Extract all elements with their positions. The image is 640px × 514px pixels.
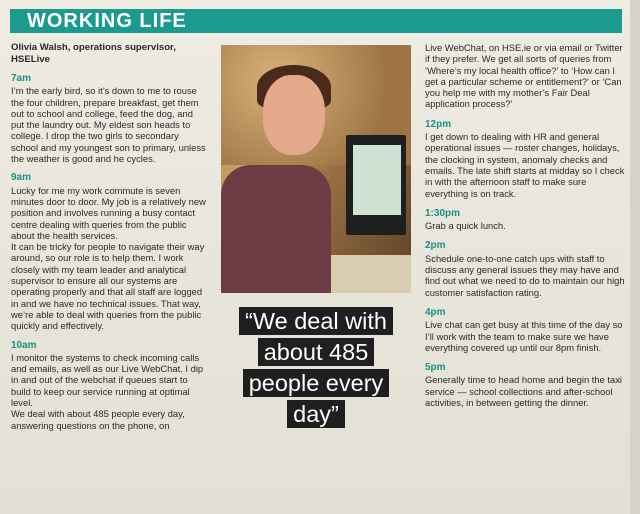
portrait-photo xyxy=(221,45,411,293)
section-banner xyxy=(10,9,622,33)
paragraph: Lucky for me my work commute is seven minutes door to door. My job is a relatively new position and involves running a busy contact centre dealing with queries from the public about the health services. xyxy=(11,184,206,241)
paragraph: I get down to dealing with HR and general operational issues — roster changes, holidays, the clocking in system, anomaly checks and emails. The late shift starts at midday so I check in with the afternoon staff to make sure everything is on track. xyxy=(425,131,625,199)
time-heading: 12pm xyxy=(425,118,452,130)
time-heading: 1:30pm xyxy=(425,207,461,219)
paragraph: Live WebChat, on HSE.ie or via email or Twitter if they prefer. We get all sorts of queries from ‘Where’s my local health office?’ to ‘How can I get a particular scheme or entitlement?’ or ‘Can you help me with my mother’s Fair Deal application process?’ xyxy=(425,42,623,110)
paragraph: It can be tricky for people to navigate their way around, so our role is to help them. I work closely with my team leader and analytical supervisor to ensure all our systems are operating properly and that all staff are logged in and we have no technical issues. That way, we’re able to deal with queries from the public quickly and effectively. xyxy=(11,241,205,332)
pull-quote xyxy=(223,306,409,430)
section-title: WORKING LIFE xyxy=(27,10,187,32)
time-heading: 4pm xyxy=(425,306,446,318)
paragraph: We deal with about 485 people every day, answering questions on the phone, on xyxy=(11,408,185,431)
time-heading: 2pm xyxy=(425,240,446,252)
paragraph: Schedule one-to-one catch ups with staff to discuss any general issues they may have and find out what we need to do to maintain our high customer satisfaction rating. xyxy=(425,252,625,298)
pull-quote-text: “We deal with about 485 people every day” xyxy=(239,307,393,428)
time-heading: 5pm xyxy=(425,362,446,374)
time-heading: 9am xyxy=(11,172,32,184)
photo-person-head xyxy=(263,75,325,155)
page-edge xyxy=(630,0,640,514)
paragraph: I’m the early bird, so it’s down to me to rouse the four children, prepare breakfast, get them out to school and college, feed the dog, and put the laundry out. My eldest son heads to college. I drop the two girls to secondary school and my youngest son to primary, unless the weather is good and he cycles. xyxy=(11,85,206,165)
time-heading: 10am xyxy=(11,339,37,351)
article-column-left xyxy=(11,42,207,431)
time-heading: 7am xyxy=(11,73,32,84)
paragraph: Live chat can get busy at this time of the day so I’ll work with the team to make sure we have everything covered up until our 8pm finish. xyxy=(425,319,623,353)
byline: Olivia Walsh, operations supervisor, HSELive xyxy=(11,42,176,65)
paragraph: Generally time to head home and begin the taxi service — school collections and after-school activities, in between getting the dinner. xyxy=(425,374,622,409)
paragraph: Grab a quick lunch. xyxy=(425,220,506,232)
photo-screen xyxy=(353,145,401,215)
photo-person-body xyxy=(221,165,331,293)
article-column-right xyxy=(425,42,625,408)
paragraph: I monitor the systems to check incoming calls and emails, as well as our Live WebChat. I dip in and out of the webchat if queues start to build to keep our service running at optimal level. xyxy=(11,351,204,409)
